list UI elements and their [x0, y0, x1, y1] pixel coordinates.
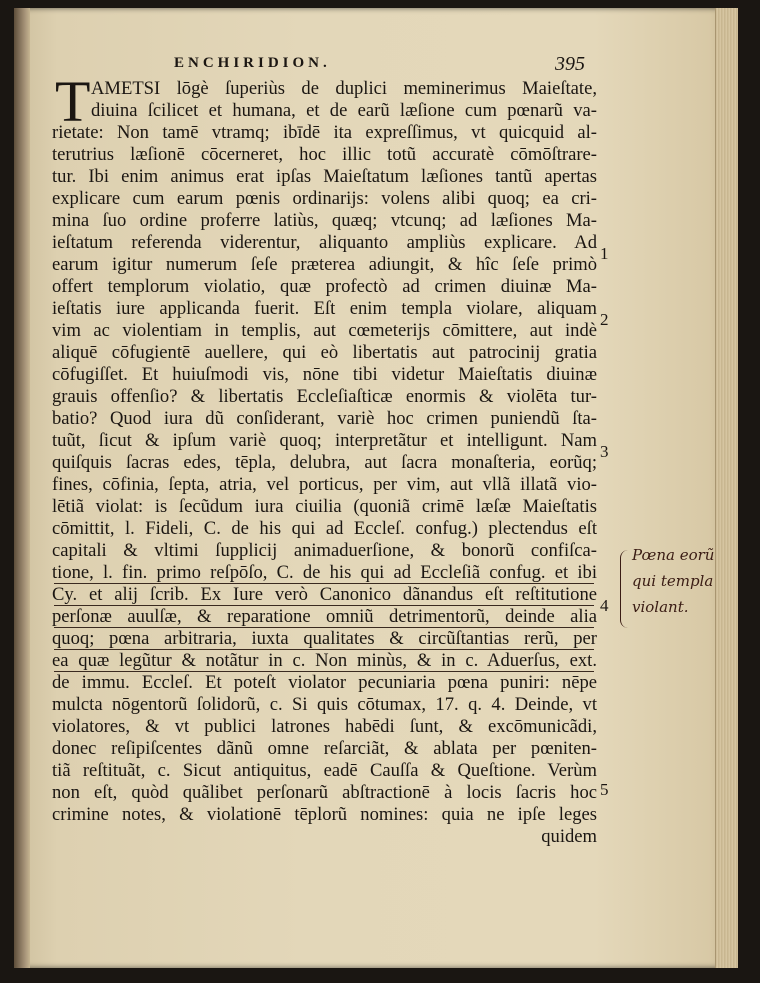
running-title: ENCHIRIDION. — [174, 55, 331, 71]
text-line: perſonæ auulſæ, & reparatione omniũ detrimentorũ, deinde alia — [52, 606, 597, 627]
note-line: Pœna eorũ — [632, 546, 715, 564]
note-line: qui templa — [632, 572, 714, 590]
margin-number: 1 — [600, 244, 609, 263]
handwritten-marginal-note — [618, 546, 736, 636]
page-number: 395 — [555, 53, 585, 75]
margin-number: 2 — [600, 310, 609, 329]
text-line: non eſt, quòd quãlibet perſonarũ abſtractionē à locis ſacris hoc — [52, 782, 597, 803]
text-line: capitali & vltimi ſupplicij animaduerſione, & bonorũ confiſca- — [52, 540, 597, 561]
text-line: ieſtatum referenda viderentur, aliquanto ampliùs explicare. Ad — [52, 232, 597, 253]
text-line: tione, l. fin. primo reſpōſo, C. de his qui ad Eccleſiã confug. et ibi — [52, 562, 597, 583]
note-line: violant. — [632, 598, 689, 616]
text-line: donec reſipiſcentes dãnũ omne reſarciãt, & ablata per pœniten- — [52, 738, 597, 759]
text-line: tur. Ibi enim animus erat ipſas Maieſtatum læſiones tantũ apertas — [52, 166, 597, 187]
text-line: crimine notes, & violationē tēplorũ nomines: quia ne ipſe leges — [52, 804, 597, 825]
text-line: quidem — [541, 826, 597, 847]
text-line: quiſquis ſacras edes, tēpla, delubra, aut ſacra monaſteria, eorũq; — [52, 452, 597, 473]
text-line: grauis offenſio? & libertatis Eccleſiaſticæ enormis & violēta tur- — [52, 386, 597, 407]
text-line: tuũt, ſicut & ipſum variè quoq; interpretãtur et intelligunt. Nam — [52, 430, 597, 451]
text-line: quoq; pœna arbitraria, iuxta qualitates & circũſtantias rerũ, per — [52, 628, 597, 649]
text-line: terutrius læſionē cōcerneret, hoc illic totũ accuratè cōmōſtrare- — [52, 144, 597, 165]
text-line: cōmittit, l. Fideli, C. de his qui ad Eccleſ. confug.) plectendus eſt — [52, 518, 597, 539]
text-line: earum igitur numerum ſeſe præterea adiungit, & hîc ſeſe primò — [52, 254, 597, 275]
handwritten-underline — [54, 583, 594, 584]
book-page — [14, 8, 738, 968]
book-gutter — [14, 8, 30, 968]
text-line: ea quæ legũtur & notãtur in c. Non minùs, & in c. Aduerſus, ext. — [52, 650, 597, 671]
text-line: mina ſuo ordine proferre latiùs, quæq; vtcunq; ad læſiones Ma- — [52, 210, 597, 231]
text-line: mulcta nōgentorũ ſolidorũ, c. Si quis cōtumax, 17. q. 4. Deinde, vt — [52, 694, 597, 715]
margin-number: 4 — [600, 596, 609, 615]
text-line: ieſtatis iure applicanda fuerit. Eſt enim templa violare, aliquam — [52, 298, 597, 319]
handwritten-underline — [54, 671, 594, 672]
text-line: de immu. Eccleſ. Et poteſt violator pecuniaria pœna puniri: nēpe — [52, 672, 597, 693]
text-line: batio? Quod iura dũ conſiderant, variè hoc crimen puniendũ ſta- — [52, 408, 597, 429]
text-line: explicare cum earum pœnis ordinarijs: volens alibi quoq; ea cri- — [52, 188, 597, 209]
margin-number: 5 — [600, 780, 609, 799]
text-line: rietate: Non tamē vtramq; ibīdē ita expreſſimus, vt quicquid al- — [52, 122, 597, 143]
text-line: tiã reſtituãt, c. Sicut antiquitus, eadē Cauſſa & Queſtione. Verùm — [52, 760, 597, 781]
text-line: aliquē cōfugientē auellere, qui eò libertatis aut patrocinij gratia — [52, 342, 597, 363]
text-line: vim ac violentiam in templis, aut cœmeterijs cōmittere, aut indè — [52, 320, 597, 341]
drop-cap: T — [55, 69, 91, 134]
note-bracket — [620, 550, 629, 628]
handwritten-underline — [54, 627, 594, 628]
handwritten-underline — [54, 605, 594, 606]
page-header — [14, 55, 738, 75]
margin-number: 3 — [600, 442, 609, 461]
page-edges — [715, 8, 738, 968]
text-line: offert templorum violatio, quæ profectò ad crimen diuinæ Ma- — [52, 276, 597, 297]
handwritten-underline — [54, 649, 594, 650]
text-line: Cy. et alij ſcrib. Ex Iure verò Canonico dãnandus eſt reſtitutione — [52, 584, 597, 605]
text-line: fines, cōfinia, ſepta, atria, vel porticus, per vim, aut vllã illatã vio- — [52, 474, 597, 495]
text-line: lētiã violat: is ſecũdum iura ciuilia (quoniã crimē læſæ Maieſtatis — [52, 496, 597, 517]
text-line: cōfugiſſet. Et huiuſmodi vis, nōne tibi videtur Maieſtatis diuinæ — [52, 364, 597, 385]
text-line: AMETSI lōgè ſuperiùs de duplici meminerimus Maieſtate, — [91, 78, 597, 99]
text-line: violatores, & vt publici latrones habēdi ſunt, & excōmunicãdi, — [52, 716, 597, 737]
text-line: diuina ſcilicet et humana, et de earũ læſione cum pœnarũ va- — [91, 100, 597, 121]
